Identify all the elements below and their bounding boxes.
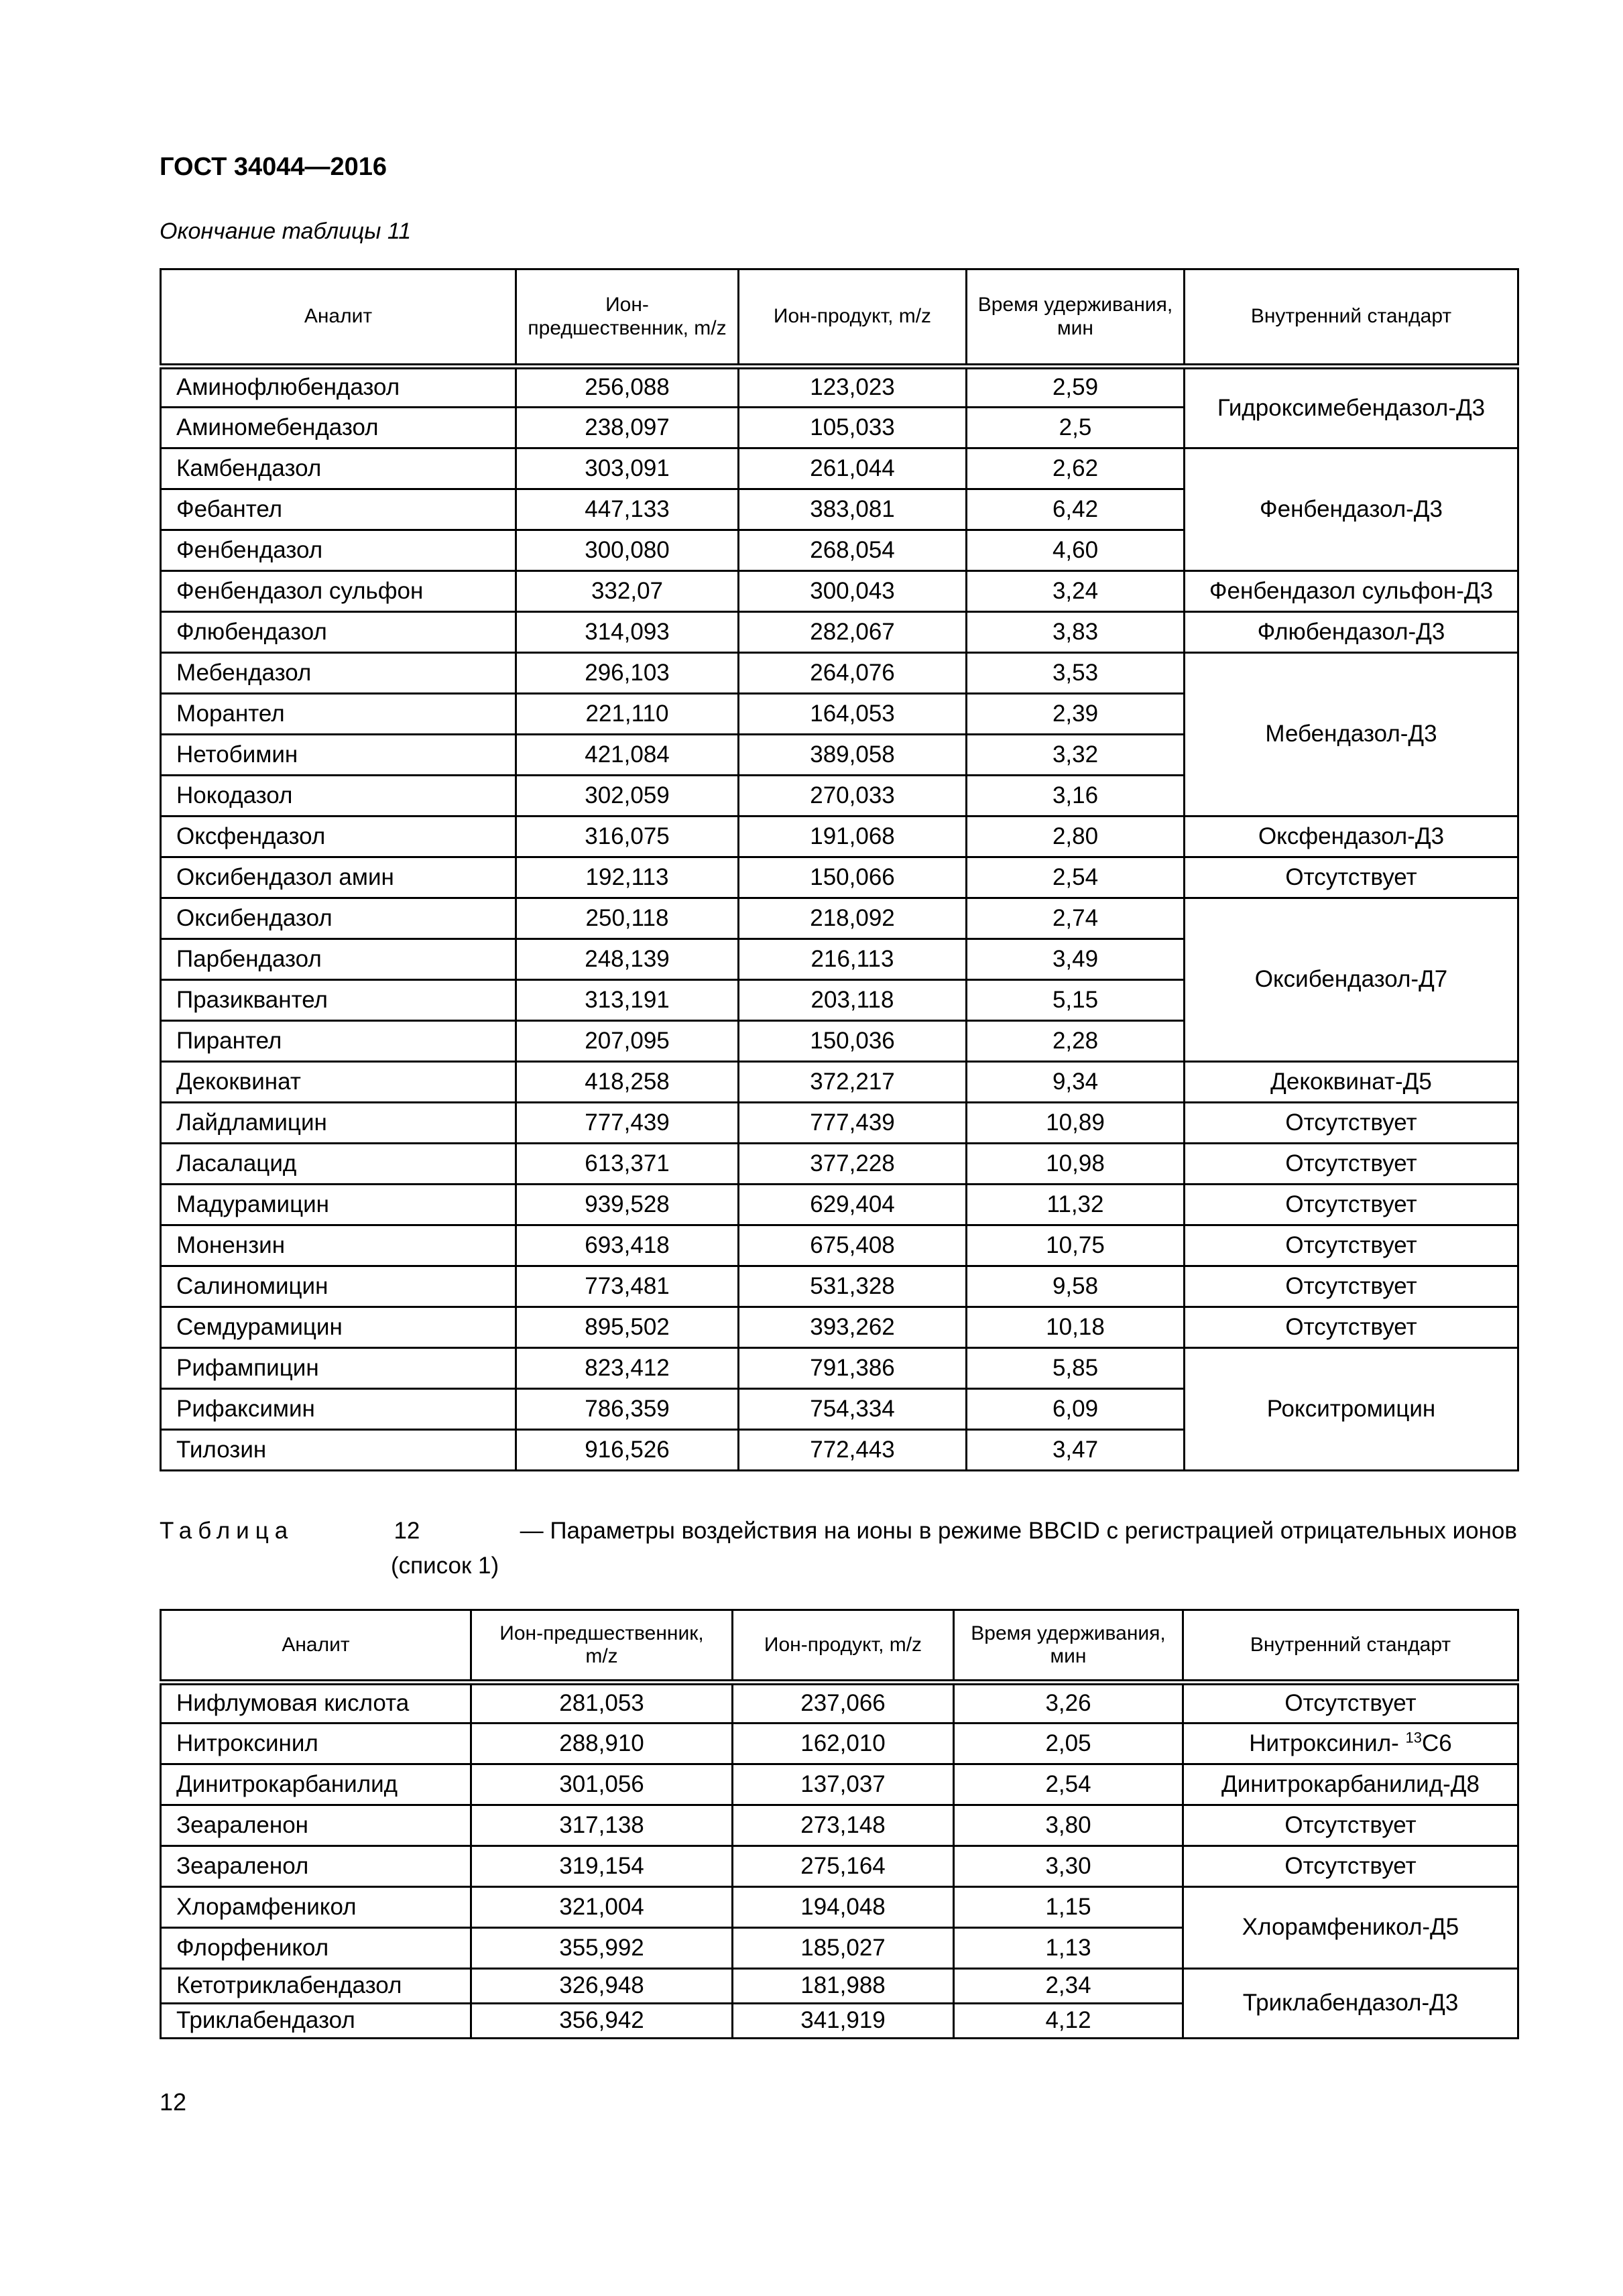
analyte-cell: Рифампицин	[161, 1348, 516, 1389]
internal-standard-cell: Отсутствует	[1185, 1307, 1518, 1348]
precursor-cell: 355,992	[471, 1928, 733, 1969]
retention-time-cell: 3,80	[954, 1805, 1183, 1846]
product-cell: 389,058	[739, 735, 967, 776]
table-row	[161, 1887, 1518, 1928]
table-row	[161, 1144, 1518, 1185]
table-row	[161, 898, 1518, 939]
product-cell: 237,066	[733, 1683, 954, 1724]
product-cell: 194,048	[733, 1887, 954, 1928]
internal-standard-cell: Отсутствует	[1185, 1266, 1518, 1307]
retention-time-cell: 3,30	[954, 1846, 1183, 1887]
retention-time-cell: 9,58	[967, 1266, 1185, 1307]
analyte-cell: Зеараленон	[161, 1805, 471, 1846]
analyte-cell: Морантел	[161, 694, 516, 735]
retention-time-cell: 3,32	[967, 735, 1185, 776]
precursor-cell: 317,138	[471, 1805, 733, 1846]
precursor-cell: 302,059	[516, 776, 739, 817]
analyte-cell: Кетотриклабендазол	[161, 1969, 471, 2004]
product-cell: 185,027	[733, 1928, 954, 1969]
column-header: Ион-предшественник, m/z	[516, 269, 739, 367]
precursor-cell: 316,075	[516, 817, 739, 857]
internal-standard-cell: Хлорамфеникол-Д5	[1183, 1887, 1518, 1969]
retention-time-cell: 4,60	[967, 530, 1185, 571]
retention-time-cell: 3,53	[967, 653, 1185, 694]
precursor-cell: 895,502	[516, 1307, 739, 1348]
internal-standard-suffix: C6	[1421, 1730, 1452, 1756]
table-row	[161, 817, 1518, 857]
column-header: Внутренний стандарт	[1185, 269, 1518, 367]
precursor-cell: 314,093	[516, 612, 739, 653]
product-cell: 270,033	[739, 776, 967, 817]
product-cell: 150,036	[739, 1021, 967, 1062]
analyte-cell: Рифаксимин	[161, 1389, 516, 1430]
internal-standard-cell: Оксфендазол-Д3	[1185, 817, 1518, 857]
product-cell: 377,228	[739, 1144, 967, 1185]
column-header: Ион-продукт, m/z	[733, 1610, 954, 1683]
product-cell: 105,033	[739, 408, 967, 448]
internal-standard-cell: Оксибендазол-Д7	[1185, 898, 1518, 1062]
analyte-cell: Мебендазол	[161, 653, 516, 694]
table-row	[161, 571, 1518, 612]
table-header-row	[161, 1610, 1518, 1683]
precursor-cell: 823,412	[516, 1348, 739, 1389]
retention-time-cell: 2,28	[967, 1021, 1185, 1062]
analyte-cell: Декоквинат	[161, 1062, 516, 1103]
analyte-cell: Фебантел	[161, 489, 516, 530]
analyte-cell: Празиквантел	[161, 980, 516, 1021]
table-row	[161, 1185, 1518, 1225]
product-cell: 123,023	[739, 367, 967, 408]
internal-standard-cell: Отсутствует	[1185, 1185, 1518, 1225]
analyte-cell: Тилозин	[161, 1430, 516, 1471]
product-cell: 531,328	[739, 1266, 967, 1307]
product-cell: 275,164	[733, 1846, 954, 1887]
retention-time-cell: 2,80	[967, 817, 1185, 857]
product-cell: 181,988	[733, 1969, 954, 2004]
precursor-cell: 303,091	[516, 448, 739, 489]
retention-time-cell: 5,85	[967, 1348, 1185, 1389]
internal-standard-cell: Отсутствует	[1183, 1683, 1518, 1724]
product-cell: 772,443	[739, 1430, 967, 1471]
product-cell: 261,044	[739, 448, 967, 489]
analyte-cell: Триклабендазол	[161, 2004, 471, 2039]
retention-time-cell: 3,83	[967, 612, 1185, 653]
precursor-cell: 773,481	[516, 1266, 739, 1307]
retention-time-cell: 3,24	[967, 571, 1185, 612]
table-row	[161, 1062, 1518, 1103]
analyte-cell: Динитрокарбанилид	[161, 1764, 471, 1805]
retention-time-cell: 10,89	[967, 1103, 1185, 1144]
product-cell: 268,054	[739, 530, 967, 571]
precursor-cell: 248,139	[516, 939, 739, 980]
analyte-cell: Нетобимин	[161, 735, 516, 776]
retention-time-cell: 2,59	[967, 367, 1185, 408]
analyte-cell: Оксибендазол амин	[161, 857, 516, 898]
internal-standard-cell: Мебендазол-Д3	[1185, 653, 1518, 817]
retention-time-cell: 2,74	[967, 898, 1185, 939]
internal-standard-cell: Отсутствует	[1185, 857, 1518, 898]
column-header: Внутренний стандарт	[1183, 1610, 1518, 1683]
product-cell: 754,334	[739, 1389, 967, 1430]
table-12-caption	[160, 1514, 1517, 1583]
retention-time-cell: 3,26	[954, 1683, 1183, 1724]
analyte-cell: Камбендазол	[161, 448, 516, 489]
product-cell: 273,148	[733, 1805, 954, 1846]
product-cell: 372,217	[739, 1062, 967, 1103]
retention-time-cell: 1,15	[954, 1887, 1183, 1928]
table-11	[160, 268, 1519, 1471]
product-cell: 629,404	[739, 1185, 967, 1225]
retention-time-cell: 10,18	[967, 1307, 1185, 1348]
table-row	[161, 1764, 1518, 1805]
product-cell: 150,066	[739, 857, 967, 898]
product-cell: 164,053	[739, 694, 967, 735]
precursor-cell: 356,942	[471, 2004, 733, 2039]
table-row	[161, 857, 1518, 898]
analyte-cell: Салиномицин	[161, 1266, 516, 1307]
document-id: ГОСТ 34044—2016	[160, 153, 387, 181]
table-row	[161, 1103, 1518, 1144]
table-continuation-caption: Окончание таблицы 11	[160, 219, 412, 244]
precursor-cell: 418,258	[516, 1062, 739, 1103]
precursor-cell: 221,110	[516, 694, 739, 735]
isotope-superscript: 13	[1405, 1729, 1422, 1746]
column-header: Время удерживания, мин	[954, 1610, 1183, 1683]
table-row	[161, 1225, 1518, 1266]
internal-standard-cell: Динитрокарбанилид-Д8	[1183, 1764, 1518, 1805]
table-row	[161, 1805, 1518, 1846]
precursor-cell: 207,095	[516, 1021, 739, 1062]
analyte-cell: Мадурамицин	[161, 1185, 516, 1225]
precursor-cell: 421,084	[516, 735, 739, 776]
analyte-cell: Парбендазол	[161, 939, 516, 980]
analyte-cell: Оксибендазол	[161, 898, 516, 939]
precursor-cell: 326,948	[471, 1969, 733, 2004]
product-cell: 341,919	[733, 2004, 954, 2039]
internal-standard-cell: Отсутствует	[1185, 1144, 1518, 1185]
table-row	[161, 1846, 1518, 1887]
column-header: Аналит	[161, 1610, 471, 1683]
table-body	[161, 1683, 1518, 2039]
internal-standard-cell	[1183, 1724, 1518, 1764]
table-header-row	[161, 269, 1518, 367]
retention-time-cell: 2,5	[967, 408, 1185, 448]
retention-time-cell: 9,34	[967, 1062, 1185, 1103]
retention-time-cell: 2,54	[954, 1764, 1183, 1805]
analyte-cell: Аминомебендазол	[161, 408, 516, 448]
analyte-cell: Хлорамфеникол	[161, 1887, 471, 1928]
retention-time-cell: 10,75	[967, 1225, 1185, 1266]
internal-standard-cell: Фенбендазол сульфон-Д3	[1185, 571, 1518, 612]
table-row	[161, 653, 1518, 694]
table-row	[161, 1266, 1518, 1307]
precursor-cell: 332,07	[516, 571, 739, 612]
retention-time-cell: 3,16	[967, 776, 1185, 817]
precursor-cell: 786,359	[516, 1389, 739, 1430]
precursor-cell: 288,910	[471, 1724, 733, 1764]
precursor-cell: 693,418	[516, 1225, 739, 1266]
analyte-cell: Флорфеникол	[161, 1928, 471, 1969]
table-row	[161, 612, 1518, 653]
internal-standard-cell: Гидроксимебендазол-Д3	[1185, 367, 1518, 448]
internal-standard-cell: Отсутствует	[1183, 1805, 1518, 1846]
retention-time-cell: 6,42	[967, 489, 1185, 530]
precursor-cell: 319,154	[471, 1846, 733, 1887]
column-header: Ион-предшественник, m/z	[471, 1610, 733, 1683]
analyte-cell: Пирантел	[161, 1021, 516, 1062]
analyte-cell: Фенбендазол	[161, 530, 516, 571]
retention-time-cell: 2,05	[954, 1724, 1183, 1764]
column-header: Время удерживания, мин	[967, 269, 1185, 367]
internal-standard-cell: Отсутствует	[1185, 1103, 1518, 1144]
retention-time-cell: 3,47	[967, 1430, 1185, 1471]
analyte-cell: Фенбендазол сульфон	[161, 571, 516, 612]
internal-standard-cell: Триклабендазол-Д3	[1183, 1969, 1518, 2039]
retention-time-cell: 2,39	[967, 694, 1185, 735]
analyte-cell: Семдурамицин	[161, 1307, 516, 1348]
internal-standard-text: Нитроксинил-	[1249, 1730, 1406, 1756]
page-number: 12	[160, 2088, 187, 2116]
product-cell: 191,068	[739, 817, 967, 857]
precursor-cell: 916,526	[516, 1430, 739, 1471]
table-row	[161, 1969, 1518, 2004]
table-row	[161, 1724, 1518, 1764]
analyte-cell: Лайдламицин	[161, 1103, 516, 1144]
product-cell: 791,386	[739, 1348, 967, 1389]
product-cell: 162,010	[733, 1724, 954, 1764]
retention-time-cell: 3,49	[967, 939, 1185, 980]
product-cell: 216,113	[739, 939, 967, 980]
analyte-cell: Оксфендазол	[161, 817, 516, 857]
analyte-cell: Нитроксинил	[161, 1724, 471, 1764]
precursor-cell: 313,191	[516, 980, 739, 1021]
table-row	[161, 367, 1518, 408]
product-cell: 203,118	[739, 980, 967, 1021]
product-cell: 777,439	[739, 1103, 967, 1144]
column-header: Ион-продукт, m/z	[739, 269, 967, 367]
precursor-cell: 250,118	[516, 898, 739, 939]
internal-standard-cell: Фенбендазол-Д3	[1185, 448, 1518, 571]
analyte-cell: Нокодазол	[161, 776, 516, 817]
product-cell: 218,092	[739, 898, 967, 939]
analyte-cell: Флюбендазол	[161, 612, 516, 653]
precursor-cell: 192,113	[516, 857, 739, 898]
internal-standard-cell: Декоквинат-Д5	[1185, 1062, 1518, 1103]
analyte-cell: Монензин	[161, 1225, 516, 1266]
precursor-cell: 321,004	[471, 1887, 733, 1928]
product-cell: 383,081	[739, 489, 967, 530]
table-row	[161, 1683, 1518, 1724]
retention-time-cell: 5,15	[967, 980, 1185, 1021]
caption-text-line2: (список 1)	[391, 1553, 499, 1579]
caption-table-word: Таблица	[160, 1518, 294, 1544]
product-cell: 675,408	[739, 1225, 967, 1266]
table-body	[161, 367, 1518, 1471]
internal-standard-cell: Отсутствует	[1183, 1846, 1518, 1887]
precursor-cell: 300,080	[516, 530, 739, 571]
precursor-cell: 281,053	[471, 1683, 733, 1724]
analyte-cell: Нифлумовая кислота	[161, 1683, 471, 1724]
retention-time-cell: 6,09	[967, 1389, 1185, 1430]
precursor-cell: 256,088	[516, 367, 739, 408]
product-cell: 300,043	[739, 571, 967, 612]
product-cell: 264,076	[739, 653, 967, 694]
product-cell: 137,037	[733, 1764, 954, 1805]
analyte-cell: Аминофлюбендазол	[161, 367, 516, 408]
analyte-cell: Зеараленол	[161, 1846, 471, 1887]
internal-standard-cell: Рокситромицин	[1185, 1348, 1518, 1471]
table-row	[161, 1348, 1518, 1389]
caption-table-number: 12	[394, 1518, 420, 1544]
caption-text-line1: — Параметры воздействия на ионы в режиме BBCID с регистрацией отрицательных ионов	[520, 1518, 1517, 1544]
precursor-cell: 613,371	[516, 1144, 739, 1185]
table-row	[161, 1307, 1518, 1348]
precursor-cell: 238,097	[516, 408, 739, 448]
retention-time-cell: 10,98	[967, 1144, 1185, 1185]
product-cell: 282,067	[739, 612, 967, 653]
product-cell: 393,262	[739, 1307, 967, 1348]
retention-time-cell: 11,32	[967, 1185, 1185, 1225]
internal-standard-cell: Отсутствует	[1185, 1225, 1518, 1266]
retention-time-cell: 4,12	[954, 2004, 1183, 2039]
retention-time-cell: 1,13	[954, 1928, 1183, 1969]
precursor-cell: 777,439	[516, 1103, 739, 1144]
retention-time-cell: 2,34	[954, 1969, 1183, 2004]
table-12	[160, 1609, 1519, 2039]
internal-standard-cell: Флюбендазол-Д3	[1185, 612, 1518, 653]
retention-time-cell: 2,54	[967, 857, 1185, 898]
table-row	[161, 448, 1518, 489]
analyte-cell: Ласалацид	[161, 1144, 516, 1185]
column-header: Аналит	[161, 269, 516, 367]
retention-time-cell: 2,62	[967, 448, 1185, 489]
precursor-cell: 301,056	[471, 1764, 733, 1805]
precursor-cell: 447,133	[516, 489, 739, 530]
precursor-cell: 939,528	[516, 1185, 739, 1225]
precursor-cell: 296,103	[516, 653, 739, 694]
